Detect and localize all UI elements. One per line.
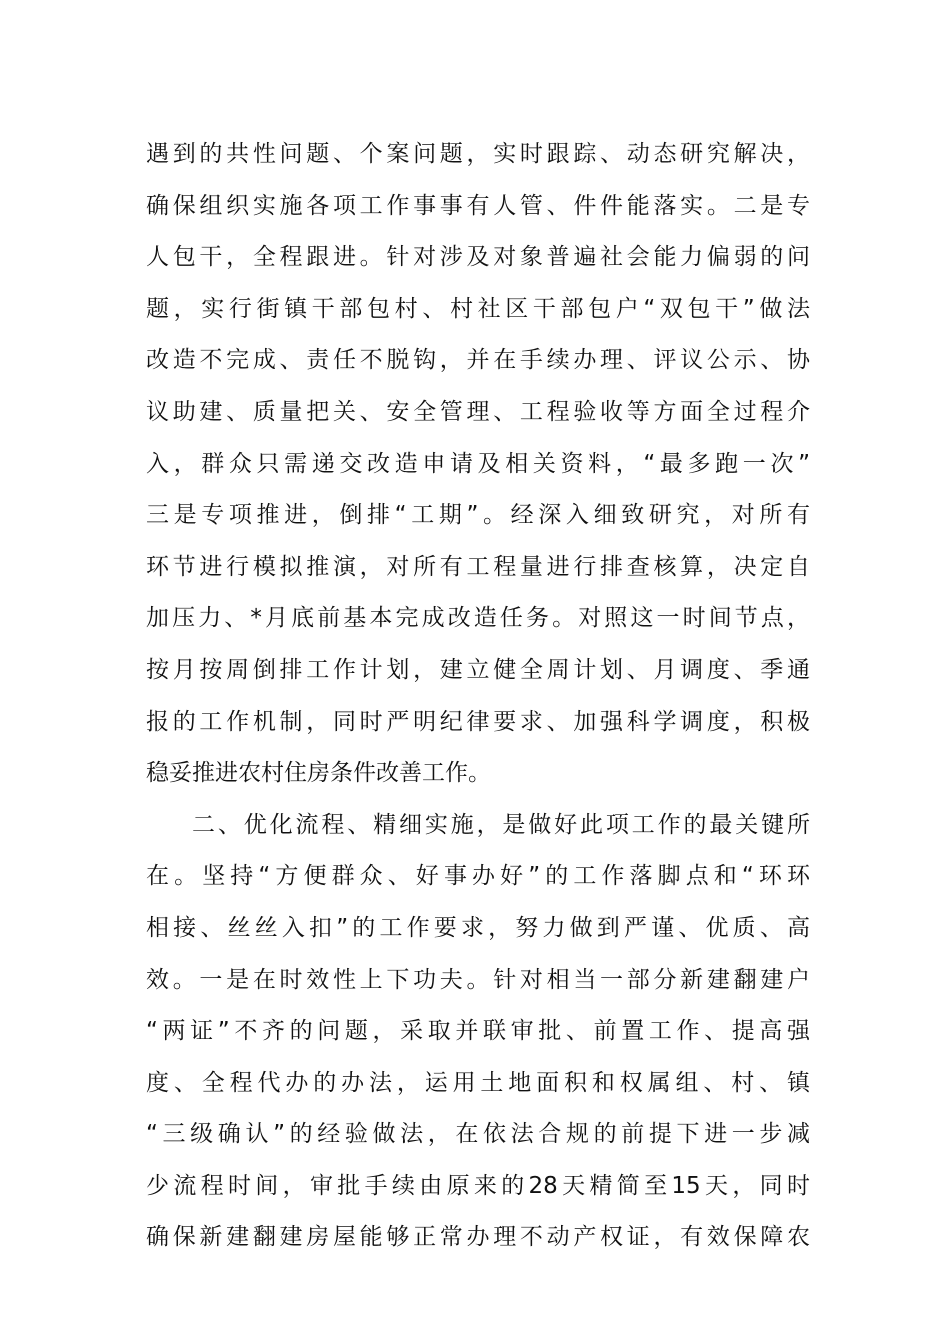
text-line: 确保新建翻建房屋能够正常办理不动产权证，有效保障农 — [146, 1224, 810, 1251]
text-line: 遇到的共性问题、个案问题，实时跟踪、动态研究解决， — [146, 141, 810, 167]
paragraph-2 — [146, 800, 810, 1264]
text-line: 度、全程代办的办法，运用土地面积和权属组、村、镇 — [146, 1069, 810, 1096]
text-line: 效。一是在时效性上下功夫。针对相当一部分新建翻建户 — [146, 966, 810, 993]
text-line: 人包干，全程跟进。针对涉及对象普遍社会能力偏弱的问 — [146, 244, 810, 271]
text-line: 三是专项推进，倒排“工期”。经深入细致研究，对所有 — [146, 502, 810, 529]
text-line: 加压力、*月底前基本完成改造任务。对照这一时间节点， — [146, 605, 810, 632]
text-line: 按月按周倒排工作计划，建立健全周计划、月调度、季通 — [146, 656, 810, 683]
text-line: 题，实行街镇干部包村、村社区干部包户“双包干”做法 — [146, 295, 810, 322]
text-line: 入，群众只需递交改造申请及相关资料，“最多跑一次” — [146, 450, 810, 477]
text-line: 在。坚持“方便群众、好事办好”的工作落脚点和“环环 — [146, 863, 810, 890]
text-line: 议助建、质量把关、安全管理、工程验收等方面全过程介 — [146, 398, 810, 425]
text-line: “三级确认”的经验做法，在依法合规的前提下进一步减 — [146, 1121, 810, 1148]
text-line: 环节进行模拟推演，对所有工程量进行排查核算，决定自 — [146, 553, 810, 580]
paragraph-1 — [146, 129, 810, 800]
text-line: 确保组织实施各项工作事事有人管、件件能落实。二是专 — [146, 192, 810, 219]
text-line: “两证”不齐的问题，采取并联审批、前置工作、提高强 — [146, 1018, 810, 1045]
text-line: 改造不完成、责任不脱钩，并在手续办理、评议公示、协 — [146, 347, 810, 374]
text-line: 稳妥推进农村住房条件改善工作。 — [146, 760, 491, 787]
text-line: 二、优化流程、精细实施，是做好此项工作的最关键所 — [192, 811, 810, 838]
text-line: 相接、丝丝入扣”的工作要求，努力做到严谨、优质、高 — [146, 914, 810, 941]
body-text — [146, 129, 810, 1264]
text-line: 报的工作机制，同时严明纪律要求、加强科学调度，积极 — [146, 708, 810, 735]
text-line: 少流程时间，审批手续由原来的28天精简至15天，同时 — [146, 1172, 810, 1199]
